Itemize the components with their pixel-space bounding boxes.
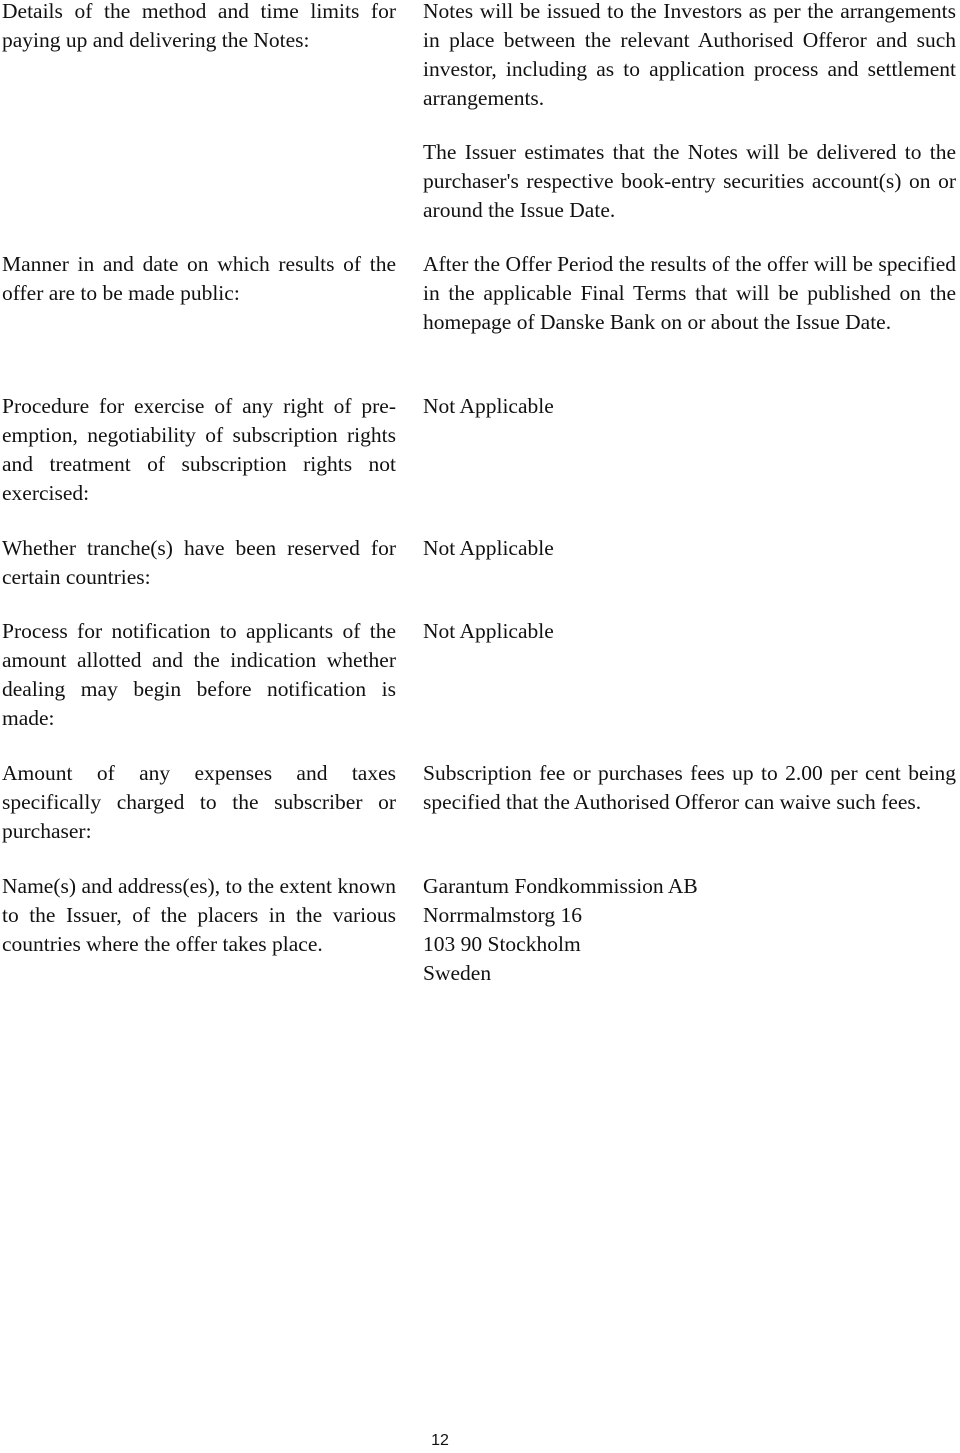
placer-name: Garantum Fondkommission AB [423, 874, 698, 898]
term-placers: Name(s) and address(es), to the extent known to the Issuer, of the placers in the various countries where the offer takes place. [2, 874, 396, 956]
definition-tranches [423, 534, 956, 563]
placer-street: Norrmalmstorg 16 [423, 903, 583, 927]
placer-country: Sweden [423, 961, 492, 985]
paragraph-issue-arrangements: Notes will be issued to the Investors as per the arrangements in place between the relevant Authorised Offeror and such investor, including as to application process and settlement arrangements. [423, 0, 956, 110]
page-number: 12 [431, 1432, 449, 1449]
placer-address [423, 872, 956, 988]
definition-notification-process [423, 617, 956, 646]
paragraph-subscription-fee: Subscription fee or purchases fees up to 2.00 per cent being specified that the Authorised Offeror can waive such fees. [423, 761, 956, 814]
definition-pre-emption [423, 392, 956, 421]
paragraph-delivery-estimate: The Issuer estimates that the Notes will be delivered to the purchaser's respective book-entry securities account(s) on or around the Issue Date. [423, 140, 956, 222]
term-tranches: Whether tranche(s) have been reserved for certain countries: [2, 536, 396, 589]
paragraph-not-applicable: Not Applicable [423, 536, 554, 560]
paragraph-not-applicable: Not Applicable [423, 394, 554, 418]
term-expenses-taxes: Amount of any expenses and taxes specifically charged to the subscriber or purchaser: [2, 761, 396, 843]
definition-expenses-taxes [423, 759, 956, 817]
definition-payment-delivery [423, 0, 956, 225]
term-pre-emption: Procedure for exercise of any right of pre-emption, negotiability of subscription rights and treatment of subscription rights not exercised: [2, 394, 396, 505]
definition-results-public [423, 250, 956, 337]
term-payment-delivery: Details of the method and time limits for paying up and delivering the Notes: [2, 0, 396, 52]
placer-postal-city: 103 90 Stockholm [423, 932, 581, 956]
term-notification-process: Process for notification to applicants of the amount allotted and the indication whether dealing may begin before notification is made: [2, 619, 396, 730]
term-results-public: Manner in and date on which results of the offer are to be made public: [2, 252, 396, 305]
paragraph-results-publication: After the Offer Period the results of the offer will be specified in the applicable Final Terms that will be published on the homepage of Danske Bank on or about the Issue Date. [423, 252, 956, 334]
paragraph-not-applicable: Not Applicable [423, 619, 554, 643]
